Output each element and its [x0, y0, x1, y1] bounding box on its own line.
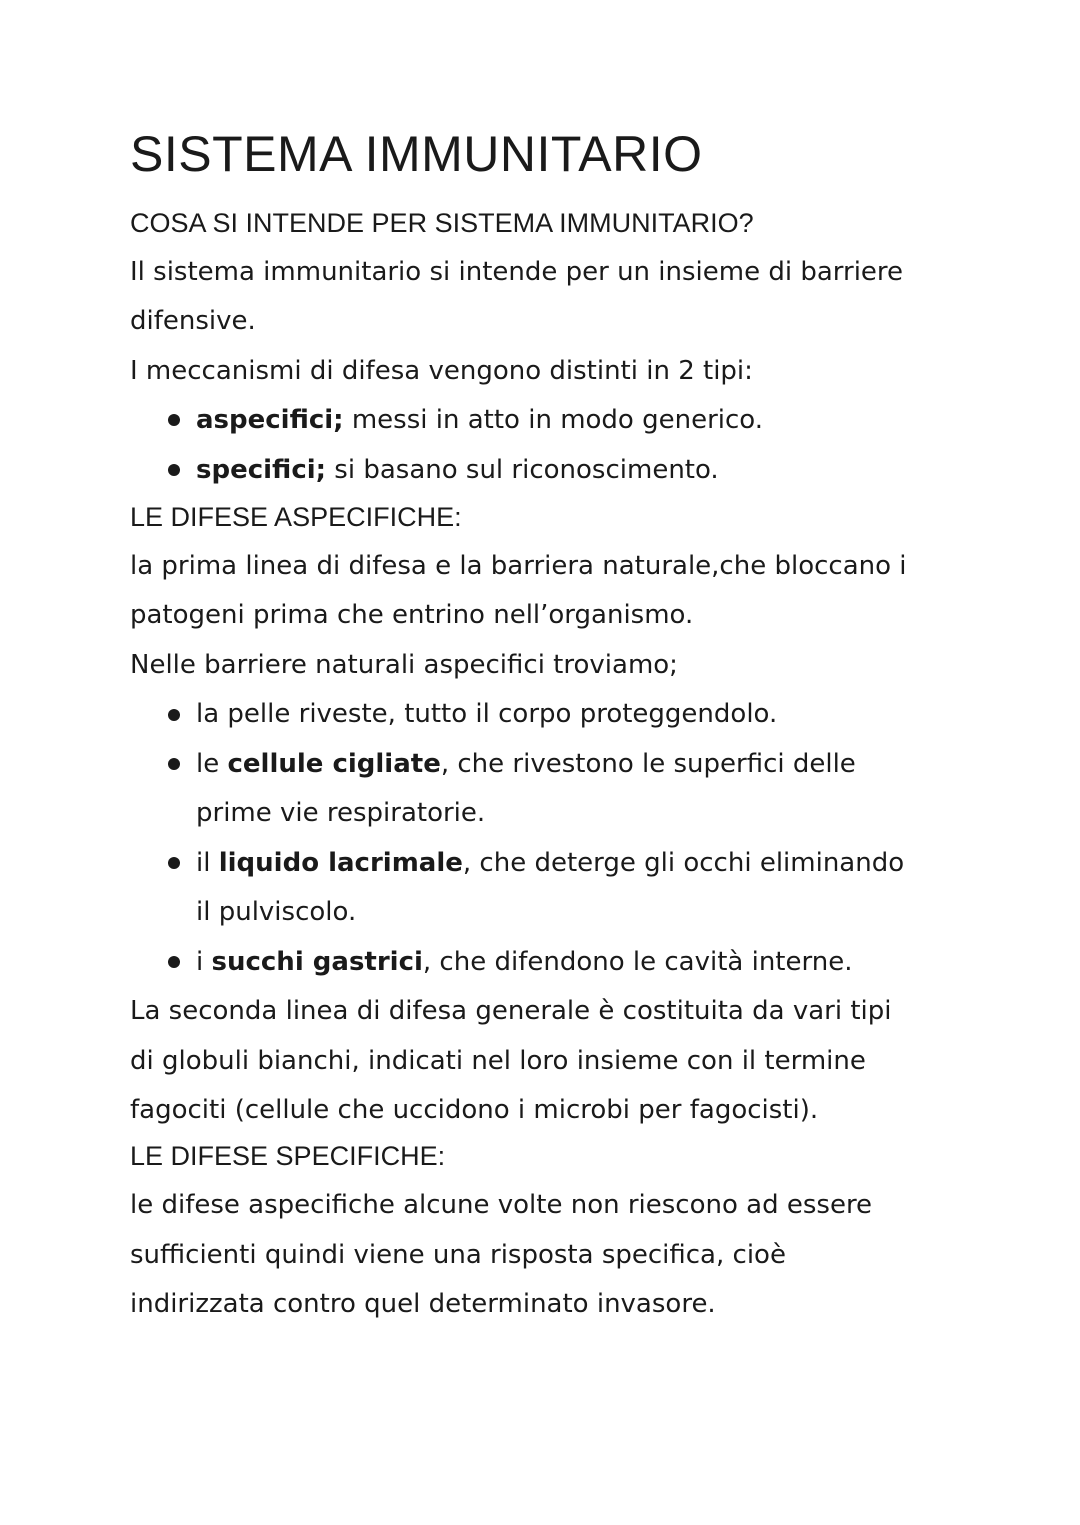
list-item-text: , che deterge gli occhi eliminando [462, 848, 905, 878]
list-item-bold: succhi gastrici [211, 947, 423, 977]
list-item-text: , che difendono le cavità interne. [422, 947, 853, 977]
list-item [196, 942, 852, 982]
bullet-icon [168, 956, 180, 968]
bullet-icon [168, 857, 180, 869]
paragraph-line: La seconda linea di difesa generale è costituita da vari tipi [130, 996, 892, 1026]
list-item-text: messi in atto in modo generico. [343, 405, 763, 435]
list-item [196, 450, 719, 490]
paragraph-line: difensive. [130, 306, 256, 336]
list-item-text: i [196, 947, 212, 977]
paragraph-line: sufficienti quindi viene una risposta specifica, cioè [130, 1240, 786, 1270]
section-heading-cosa: COSA SI INTENDE PER SISTEMA IMMUNITARIO? [130, 208, 754, 238]
list-item [196, 400, 763, 440]
bullet-icon [168, 414, 180, 426]
list-item-text: il [196, 848, 219, 878]
bullet-icon [168, 709, 180, 721]
list-item-text: si basano sul riconoscimento. [326, 455, 719, 485]
paragraph-line: indirizzata contro quel determinato invasore. [130, 1289, 716, 1319]
paragraph-line: la prima linea di difesa e la barriera naturale,che bloccano i [130, 551, 907, 581]
list-item-bold: specifici; [196, 455, 327, 485]
list-item-text: , che rivestono le superfici delle [440, 749, 856, 779]
list-item [196, 843, 904, 883]
list-item [196, 744, 856, 784]
paragraph-line: le difese aspecifiche alcune volte non riescono ad essere [130, 1190, 873, 1220]
list-item-bold: aspecifici; [196, 405, 344, 435]
list-item-text: le [196, 749, 228, 779]
list-item-bold: cellule cigliate [227, 749, 441, 779]
paragraph-line: Nelle barriere naturali aspecifici troviamo; [130, 650, 678, 680]
page-title: SISTEMA IMMUNITARIO [130, 126, 703, 182]
bullet-icon [168, 758, 180, 770]
list-item-bold: liquido lacrimale [218, 848, 463, 878]
paragraph-line: fagociti (cellule che uccidono i microbi per fagocisti). [130, 1095, 819, 1125]
bullet-icon [168, 464, 180, 476]
paragraph-line: Il sistema immunitario si intende per un insieme di barriere [130, 257, 904, 287]
section-heading-aspecifiche: LE DIFESE ASPECIFICHE: [130, 502, 462, 532]
list-item-continuation: prime vie respiratorie. [196, 798, 486, 828]
list-item: la pelle riveste, tutto il corpo proteggendolo. [196, 699, 778, 729]
paragraph-line: I meccanismi di difesa vengono distinti in 2 tipi: [130, 356, 753, 386]
list-item-continuation: il pulviscolo. [196, 897, 357, 927]
paragraph-line: patogeni prima che entrino nell’organismo. [130, 600, 694, 630]
paragraph-line: di globuli bianchi, indicati nel loro insieme con il termine [130, 1046, 866, 1076]
section-heading-specifiche: LE DIFESE SPECIFICHE: [130, 1141, 446, 1171]
